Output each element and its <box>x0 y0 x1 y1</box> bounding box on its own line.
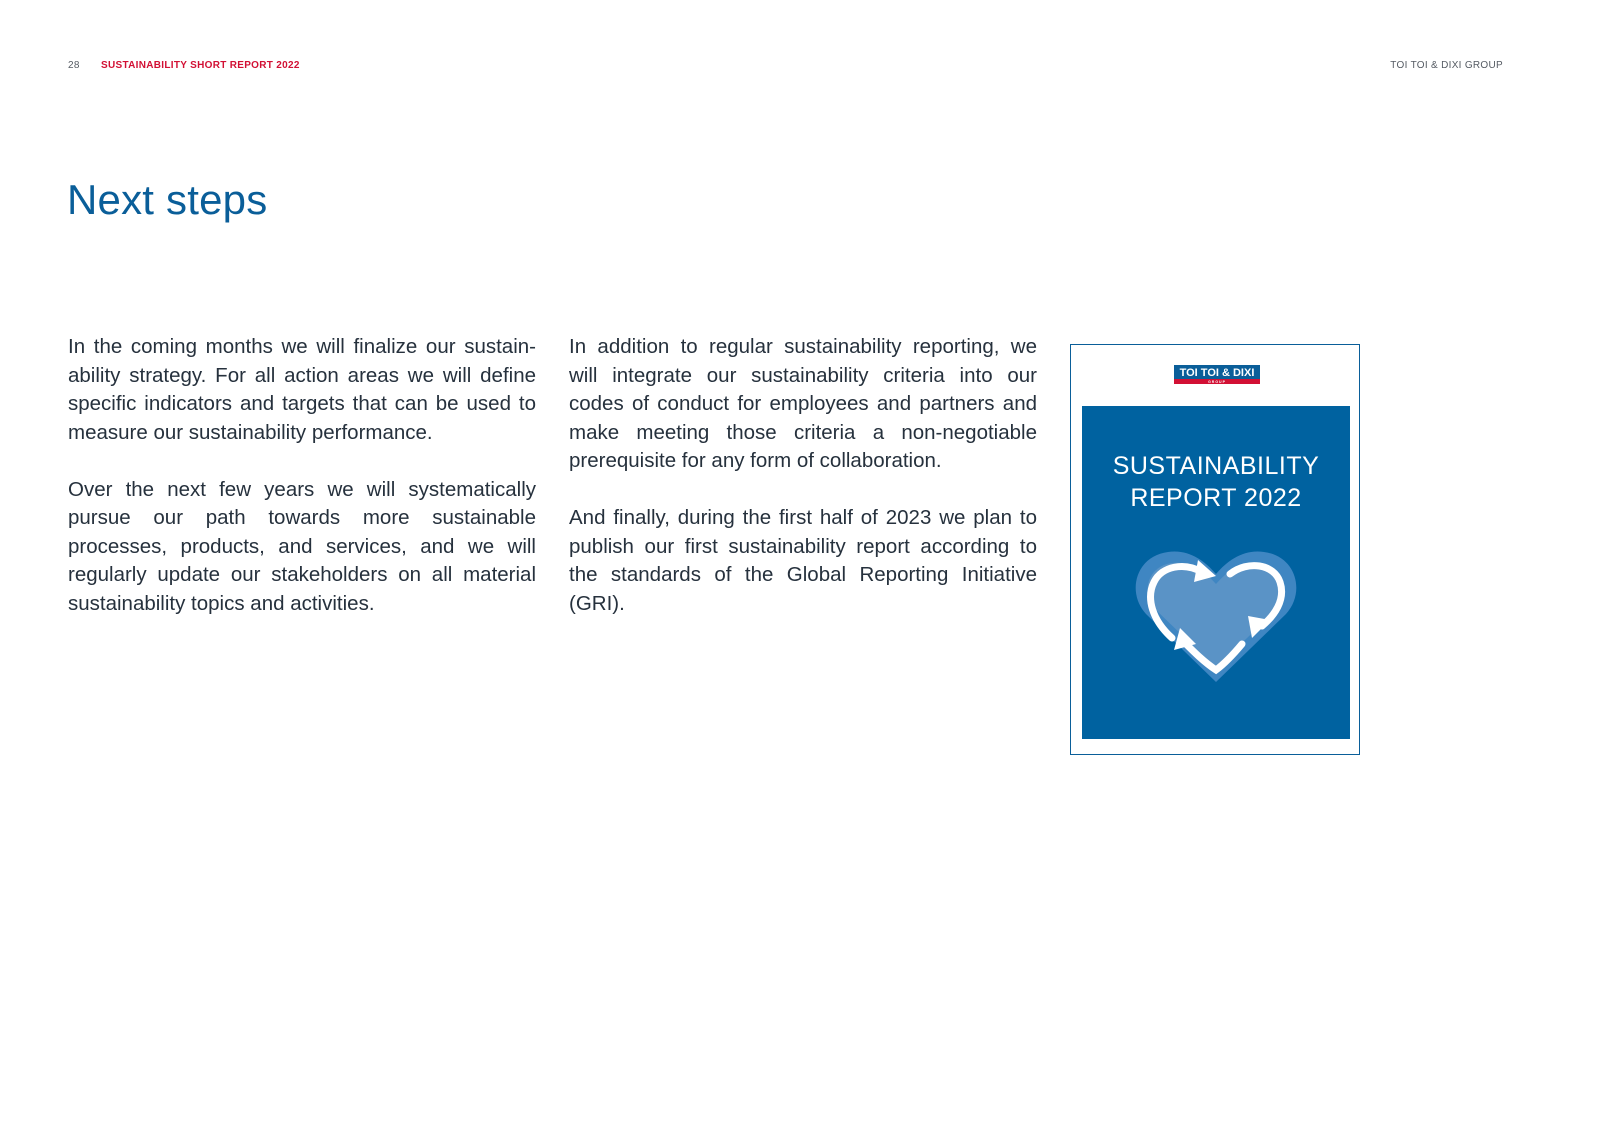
cover-title <box>1082 450 1350 514</box>
paragraph: In the coming months we will finalize our sustainability strategy. For all action areas we will define specific indicators and targets that can be used to measure our sustainability performance. <box>68 335 536 444</box>
toi-toi-dixi-logo-icon <box>1174 365 1260 387</box>
report-cover-image <box>1070 344 1360 755</box>
page-number: 28 <box>68 60 80 71</box>
logo-subtext: GROUP <box>1208 380 1226 384</box>
logo-text: TOI TOI & DIXI <box>1179 367 1255 379</box>
report-name: SUSTAINABILITY SHORT REPORT 2022 <box>101 60 300 71</box>
text-column-left <box>68 333 536 647</box>
heart-recycle-icon <box>1132 546 1300 686</box>
cover-title-line: REPORT 2022 <box>1130 484 1302 512</box>
paragraph: Over the next few years we will systematically pursue our path towards more sustainable processes, products, and services, and we will regularly update our stakeholders on all material sustainability topics and activities. <box>68 477 536 615</box>
cover-panel <box>1082 406 1350 739</box>
page-title: Next steps <box>67 176 268 223</box>
paragraph: And finally, during the first half of 2023 we plan to publish our first sustainability report according to the standards of the Global Reporting Initiative (GRI). <box>569 506 1037 615</box>
paragraph: In addition to regular sustainability reporting, we will integrate our sustainability criteria into our codes of conduct for employees and partners and make meeting those criteria a non-negotiable prerequisite for any form of collaboration. <box>569 335 1037 472</box>
cover-title-line: SUSTAINABILITY <box>1112 452 1320 480</box>
text-column-right <box>569 333 1037 647</box>
group-name: TOI TOI & DIXI GROUP <box>1390 60 1503 71</box>
page-header <box>68 60 1503 74</box>
